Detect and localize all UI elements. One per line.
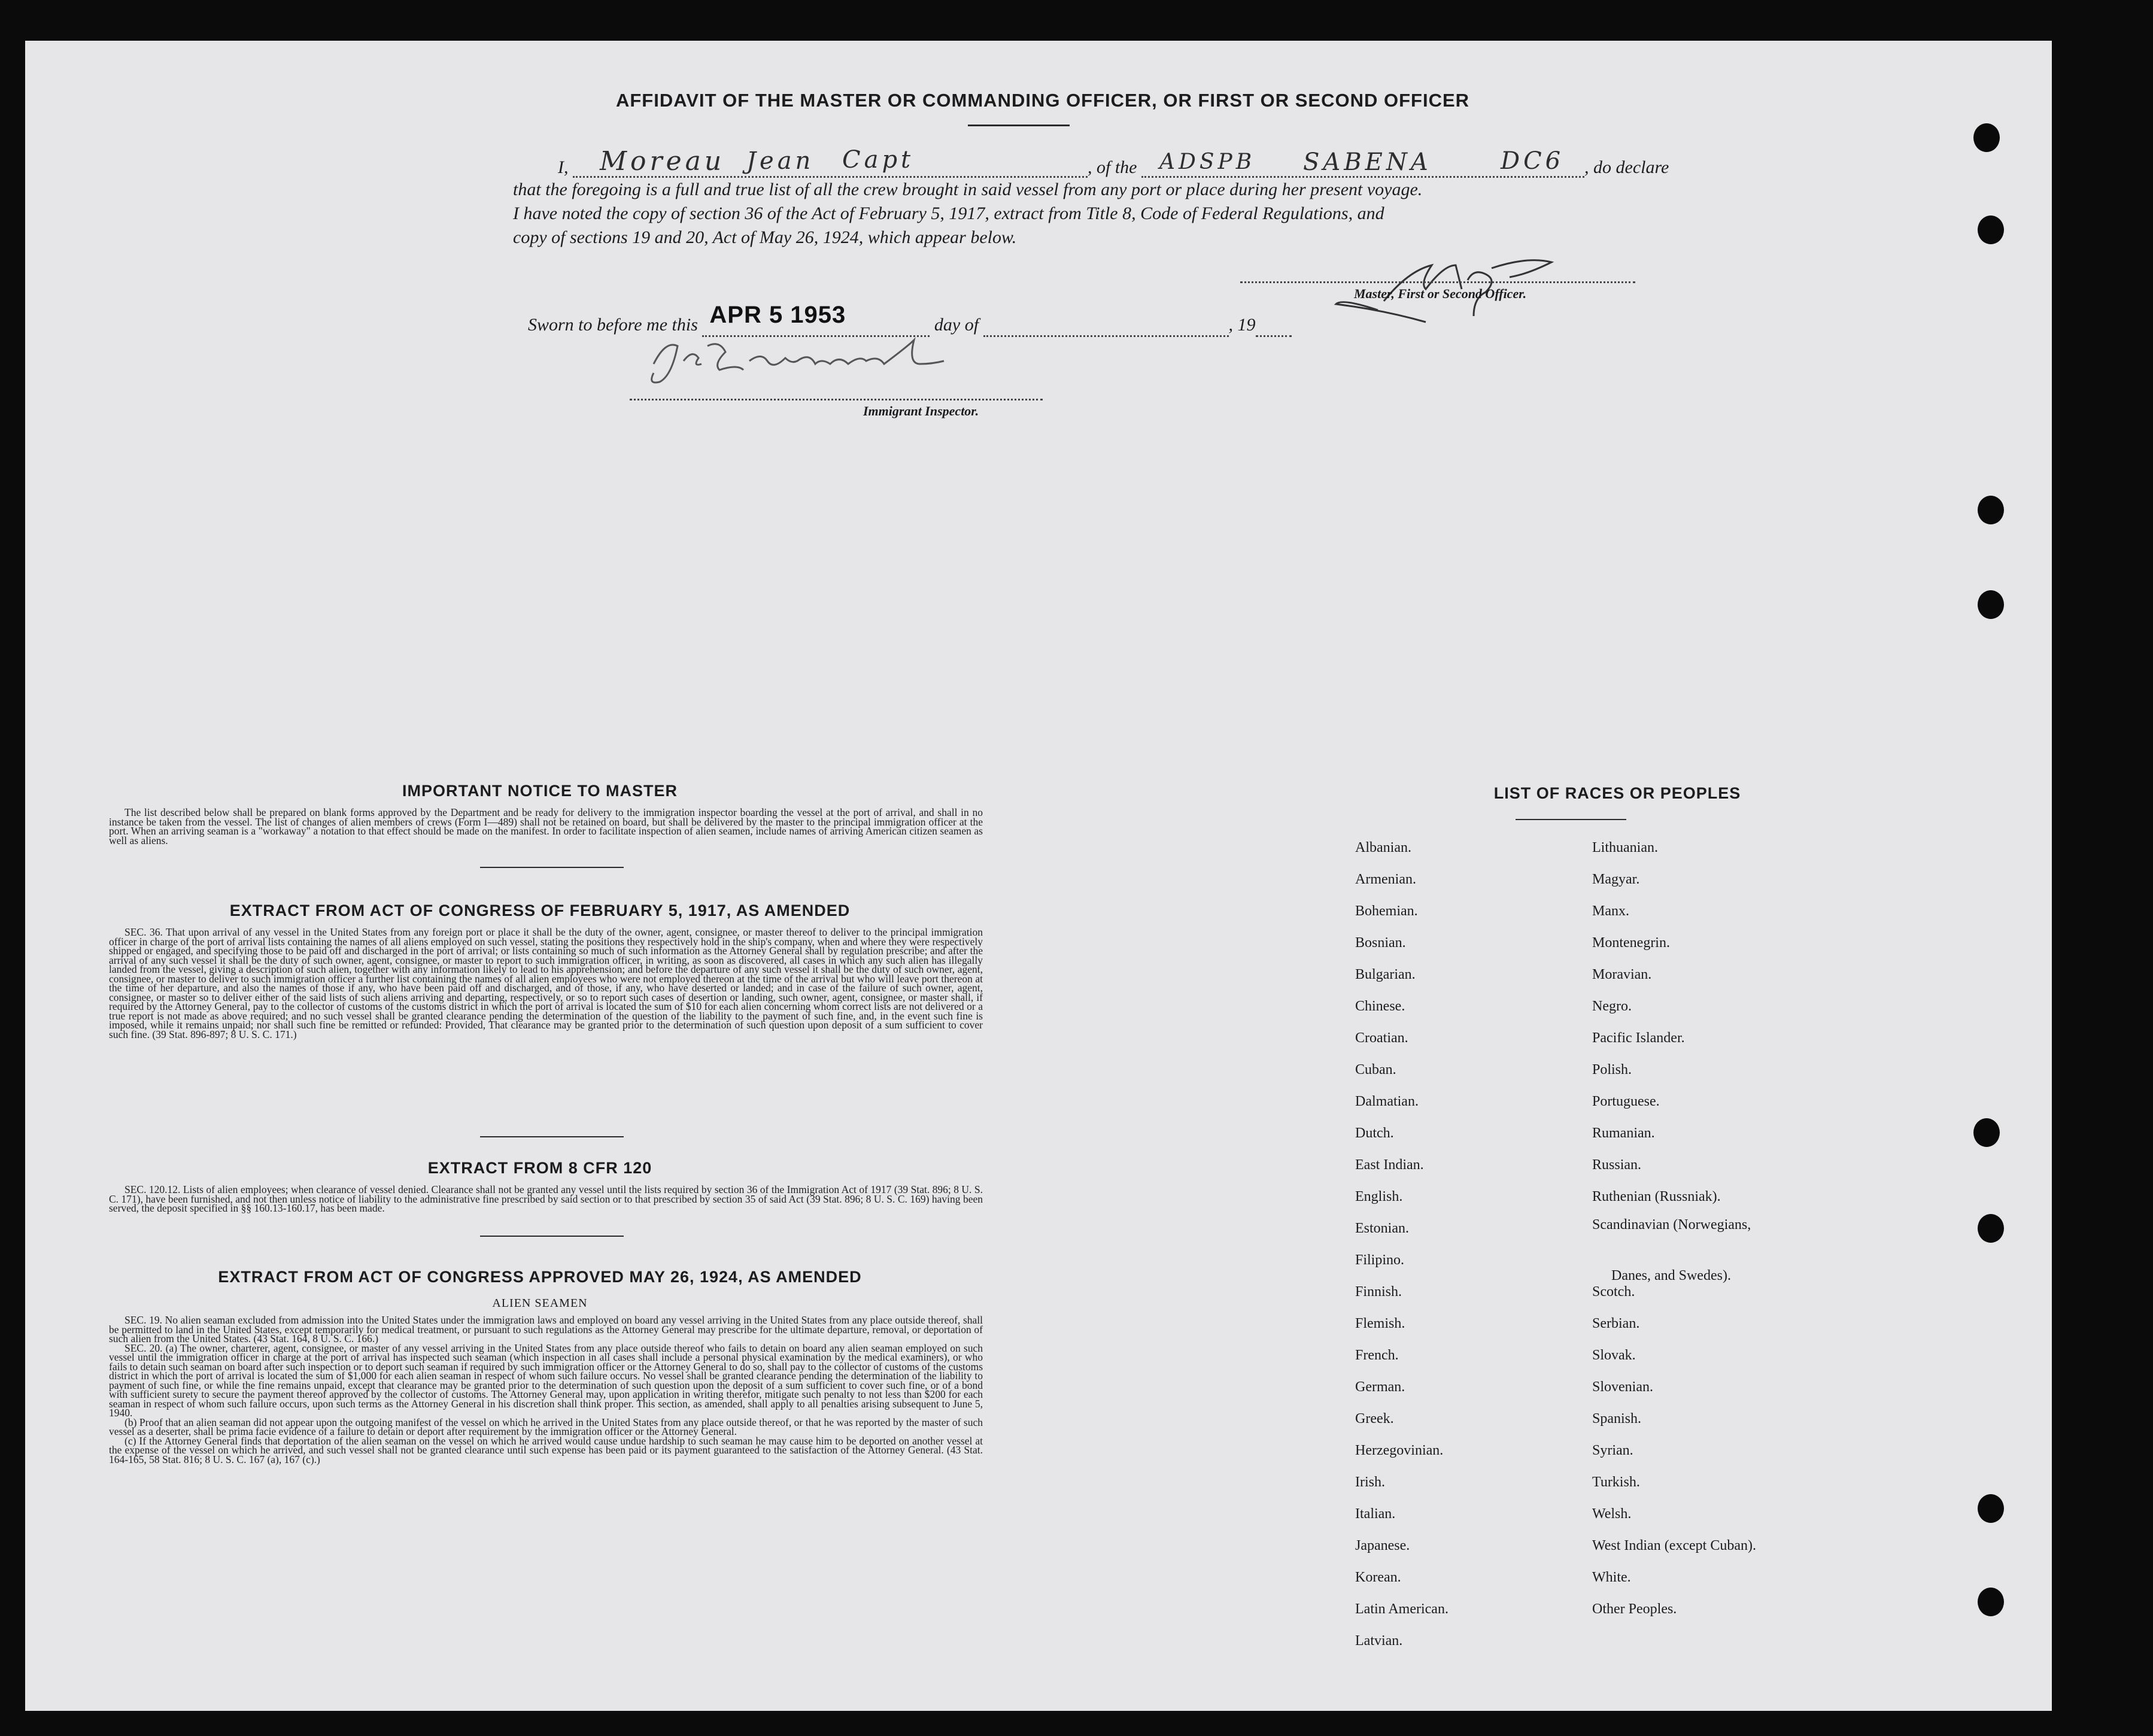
race-item: Korean. bbox=[1355, 1570, 1401, 1585]
do-declare-label: , do declare bbox=[1584, 157, 1669, 177]
race-item: English. bbox=[1355, 1189, 1403, 1204]
sec-120-12-text: SEC. 120.12. Lists of alien employees; when clearance of vessel denied. Clearance shall not be granted any vessel until the lists required by section 36 of the Immigration Act of 1917 (39 Stat. 896; 8 U. S. C. 171), have been furnished, and not then unless notice of liability to the administrative fine prescribed by said section or to that prescribed by section 35 of said Act (39 Stat. 896; 8 U. S. C. 169) having been served, the deposit specified in §§ 160.13-160.17, has been made. bbox=[109, 1185, 983, 1214]
day-of-label: day of bbox=[934, 315, 979, 335]
punch-hole bbox=[1978, 1494, 2004, 1523]
race-item: Cuban. bbox=[1355, 1062, 1396, 1078]
alien-seamen-subheading: ALIEN SEAMEN bbox=[492, 1297, 588, 1310]
punch-hole bbox=[1978, 590, 2004, 619]
race-item: Greek. bbox=[1355, 1411, 1394, 1427]
race-item: Armenian. bbox=[1355, 872, 1416, 887]
inspector-signature-line bbox=[630, 399, 1043, 400]
race-item: German. bbox=[1355, 1379, 1405, 1395]
notice-heading: IMPORTANT NOTICE TO MASTER bbox=[402, 782, 678, 800]
race-item: Estonian. bbox=[1355, 1221, 1409, 1236]
sec-20c-text: (c) If the Attorney General finds that deportation of the alien seaman on the vessel on which he arrived would cause undue hardship to such seaman he may cause him to be deported on another vessel at the expense of the vessel on which he arrived, and such vessel shall not be granted clearance until such expense has been paid or its payment guaranteed to the satisfaction of the Attorney General. (43 Stat. 164-165, 58 Stat. 816; 8 U. S. C. 167 (a), 167 (c).) bbox=[109, 1434, 983, 1465]
extract-1917-body bbox=[109, 928, 983, 1125]
sec-19-text: SEC. 19. No alien seaman excluded from admission into the United States under the immigration laws and employed on board any vessel arriving in the United States from any place outside thereof, shall be permitted to land in the United States, except temporarily for medical treatment, or pursuant to such regulations as the Attorney General may prescribe for the ultimate departure, removal, or deportation of such alien from the United States. (43 Stat. 164, 8 U. S. C. 166.) bbox=[109, 1316, 983, 1345]
race-item: White. bbox=[1592, 1570, 1631, 1585]
cfr-heading: EXTRACT FROM 8 CFR 120 bbox=[427, 1159, 652, 1177]
race-item: West Indian (except Cuban). bbox=[1592, 1538, 1756, 1553]
handwritten-rank: Capt bbox=[842, 146, 915, 174]
race-item: Lithuanian. bbox=[1592, 840, 1658, 855]
race-item: Croatian. bbox=[1355, 1030, 1408, 1046]
race-item: Latvian. bbox=[1355, 1633, 1403, 1649]
race-item: Slovak. bbox=[1592, 1347, 1636, 1363]
race-item: Bohemian. bbox=[1355, 903, 1418, 919]
year-label: , 19 bbox=[1228, 315, 1256, 335]
master-signature-line bbox=[1240, 281, 1635, 283]
race-item: East Indian. bbox=[1355, 1157, 1424, 1173]
race-item: Montenegrin. bbox=[1592, 935, 1670, 951]
race-item: Rumanian. bbox=[1592, 1125, 1655, 1141]
sec-20a-text: SEC. 20. (a) The owner, charterer, agent, consignee, or master of any vessel arriving in the United States from any place outside thereof who fails to detain on board any alien seaman employed on such vessel until the immigration officer in charge at the port of arrival has inspected such seaman (which inspection in all cases shall include a personal physical examination by the medical examiners), or who fails to detain such seaman on board after such inspection or to deport such seaman if required by such immigration officer or the Attorney General to do so, shall pay to the collector of customs of the customs district in which the port of arrival is located the sum of $1,000 for each alien seaman in respect of whom such failure occurs. No vessel shall be granted clearance pending the determination of the liability to payment of such fine, or while the fine remains unpaid, except that clearance may be granted prior to the determination of such question upon the deposit of a sum sufficient to cover such fine, or of a bond with sufficient surety to secure the payment thereof approved by the collector of customs. The Attorney General may, upon application in writing therefor, mitigate such penalty to not less than $200 for each seaman in respect of whom such failure occurs, upon such terms as the Attorney General in his discretion shall think proper. This section, as amended, shall apply to all penalties arising subsequent to June 5, 1940. bbox=[109, 1342, 983, 1419]
race-item: Latin American. bbox=[1355, 1601, 1449, 1617]
punch-hole bbox=[1978, 1214, 2004, 1243]
race-item: Serbian. bbox=[1592, 1316, 1640, 1331]
sec-20b-text: (b) Proof that an alien seaman did not appear upon the outgoing manifest of the vessel on which he arrived in the United States from any place outside thereof, or that he was reported by the master of such vessel as a deserter, shall be prima facie evidence of a failure to detain or deport after requirement by the immigration officer or the Attorney General. bbox=[109, 1416, 983, 1437]
race-item: Portuguese. bbox=[1592, 1094, 1660, 1109]
race-item: Negro. bbox=[1592, 998, 1632, 1014]
race-item: Manx. bbox=[1592, 903, 1629, 919]
race-item: Bulgarian. bbox=[1355, 967, 1416, 982]
race-item: Magyar. bbox=[1592, 872, 1640, 887]
affidavit-line-4: copy of sections 19 and 20, Act of May 26, 1924, which appear below. bbox=[513, 227, 1017, 247]
date-stamp: APR 5 1953 bbox=[709, 302, 846, 328]
punch-hole bbox=[1978, 496, 2004, 524]
race-item: Other Peoples. bbox=[1592, 1601, 1677, 1617]
master-name-field bbox=[573, 146, 1088, 178]
handwritten-vessel-name: SABENA bbox=[1303, 148, 1432, 176]
extract-1924-body bbox=[109, 1316, 983, 1567]
races-heading: LIST OF RACES OR PEOPLES bbox=[1493, 784, 1741, 802]
race-item: Turkish. bbox=[1592, 1474, 1640, 1490]
race-item: Ruthenian (Russniak). bbox=[1592, 1189, 1721, 1204]
inspector-caption: Immigrant Inspector. bbox=[863, 403, 979, 418]
race-item: Dalmatian. bbox=[1355, 1094, 1419, 1109]
race-item: Bosnian. bbox=[1355, 935, 1406, 951]
races-divider bbox=[1516, 819, 1626, 820]
punch-hole bbox=[1978, 216, 2004, 244]
sec-36-text: SEC. 36. That upon arrival of any vessel in the United States from any foreign port or place it shall be the duty of the owner, agent, consignee, or master thereof to deliver to the principal immigration officer in charge of the port of arrival lists containing the names of all aliens employed on such vessel, stating the positions they respectively hold in the ship's company, when and where they were respectively shipped or engaged, and specifying those to be paid off and discharged in the port of arrival; or lists containing so much of such information as the Attorney General shall by regulation prescribe; and after the arrival of any such vessel it shall be the duty of such owner, agent, consignee, or master to report to such immigration officer, in writing, as soon as discovered, all cases in which any such alien has illegally landed from the vessel, giving a description of such alien, together with any information likely to lead to his apprehension; and before the departure of any such vessel it shall be the duty of such owner, agent, consignee, or master to deliver to such immigration officer a further list containing the names of all alien employees who were not employed thereon at the time of the arrival but who will leave port thereon at the time of her departure, and also the names of those if any, who have been paid off and discharged, and of those, if any, who have deserted or landed; and in case of the failure of such owner, agent, consignee, or master so to deliver either of the said lists of such aliens arriving and departing, respectively, or so to report such cases of desertion or landing, such owner, agent, consignee, or master shall, if required by the Attorney General, pay to the collector of customs of the customs district in which the port of arrival is located the sum of $10 for each alien concerning whom correct lists are not delivered or a true report is not made as above required; and no such vessel shall be granted clearance pending the determination of the question of the liability to the payment of such fine, and, in the event such fine is imposed, while it remains unpaid; nor shall such fine be remitted or refunded: Provided, That clearance may be granted prior to the determination of such question upon deposit of a sum sufficient to cover such fine. (39 Stat. 896-897; 8 U. S. C. 171.) bbox=[109, 928, 983, 1040]
divider-3 bbox=[480, 1236, 624, 1237]
year-field bbox=[1256, 315, 1292, 337]
race-item: Slovenian. bbox=[1592, 1379, 1653, 1395]
affidavit-i: I, bbox=[558, 157, 569, 177]
master-caption: Master, First or Second Officer. bbox=[1354, 286, 1527, 301]
handwritten-vessel-suffix: DC6 bbox=[1501, 147, 1565, 175]
race-item: Italian. bbox=[1355, 1506, 1396, 1522]
notice-text: The list described below shall be prepared on blank forms approved by the Department and be ready for delivery to the immigration inspector boarding the vessel at the port of arrival, and shall in no instance be taken from the vessel. The list of changes of alien members of crews (Form I—489) shall not be retained on board, but shall be delivered by the master to the principal immigration officer at the port. When an arriving seaman is a "workaway" a notation to that effect should be made on the manifest. In order to facilitate inspection of alien seamen, include names of arriving American citizen seamen as well as aliens. bbox=[109, 808, 983, 846]
race-item: Irish. bbox=[1355, 1474, 1385, 1490]
race-item: Scotch. bbox=[1592, 1284, 1635, 1300]
extract-1924-heading: EXTRACT FROM ACT OF CONGRESS APPROVED MAY 26, 1924, AS AMENDED bbox=[218, 1268, 862, 1286]
document-page bbox=[25, 41, 2052, 1711]
handwritten-first-name: Jean bbox=[746, 147, 815, 175]
race-item: Pacific Islander. bbox=[1592, 1030, 1685, 1046]
race-item: Polish. bbox=[1592, 1062, 1632, 1078]
race-item: Russian. bbox=[1592, 1157, 1642, 1173]
race-item: Flemish. bbox=[1355, 1316, 1405, 1331]
race-item: Japanese. bbox=[1355, 1538, 1410, 1553]
race-item: Filipino. bbox=[1355, 1252, 1405, 1268]
handwritten-vessel-prefix: ADSPB bbox=[1159, 150, 1256, 174]
divider-2 bbox=[480, 1136, 624, 1137]
cfr-body bbox=[109, 1185, 983, 1224]
race-item: Dutch. bbox=[1355, 1125, 1394, 1141]
race-item: Danes, and Swedes). bbox=[1611, 1268, 1731, 1283]
race-item: Herzegovinian. bbox=[1355, 1443, 1444, 1458]
divider-1 bbox=[480, 867, 624, 868]
race-item: Chinese. bbox=[1355, 998, 1405, 1014]
affidavit-title: AFFIDAVIT OF THE MASTER OR COMMANDING OFFICER, OR FIRST OR SECOND OFFICER bbox=[615, 90, 1470, 111]
race-item: Albanian. bbox=[1355, 840, 1411, 855]
sworn-label: Sworn to before me this bbox=[528, 315, 698, 335]
race-item: Finnish. bbox=[1355, 1284, 1402, 1300]
handwritten-surname: Moreau bbox=[600, 146, 725, 177]
affidavit-line-1 bbox=[558, 146, 1669, 178]
race-item: Syrian. bbox=[1592, 1443, 1633, 1458]
title-divider bbox=[968, 125, 1070, 126]
affidavit-line-3: I have noted the copy of section 36 of the Act of February 5, 1917, extract from Title 8, Code of Federal Regulations, and bbox=[513, 204, 1384, 223]
affidavit-line-2: that the foregoing is a full and true list of all the crew brought in said vessel from any port or place during her present voyage. bbox=[513, 180, 1423, 199]
of-the-label: , of the bbox=[1088, 157, 1137, 177]
notice-paragraph bbox=[109, 808, 983, 856]
race-item: Welsh. bbox=[1592, 1506, 1632, 1522]
inspector-signature bbox=[630, 328, 1037, 400]
race-item: Scandinavian (Norwegians, bbox=[1592, 1217, 1751, 1233]
punch-hole bbox=[1973, 1118, 2000, 1147]
extract-1917-heading: EXTRACT FROM ACT OF CONGRESS OF FEBRUARY 5, 1917, AS AMENDED bbox=[229, 902, 851, 919]
vessel-name-field bbox=[1141, 147, 1584, 178]
race-item: Moravian. bbox=[1592, 967, 1652, 982]
race-item: Spanish. bbox=[1592, 1411, 1642, 1427]
race-item: French. bbox=[1355, 1347, 1399, 1363]
punch-hole bbox=[1978, 1588, 2004, 1616]
punch-hole bbox=[1973, 123, 2000, 152]
